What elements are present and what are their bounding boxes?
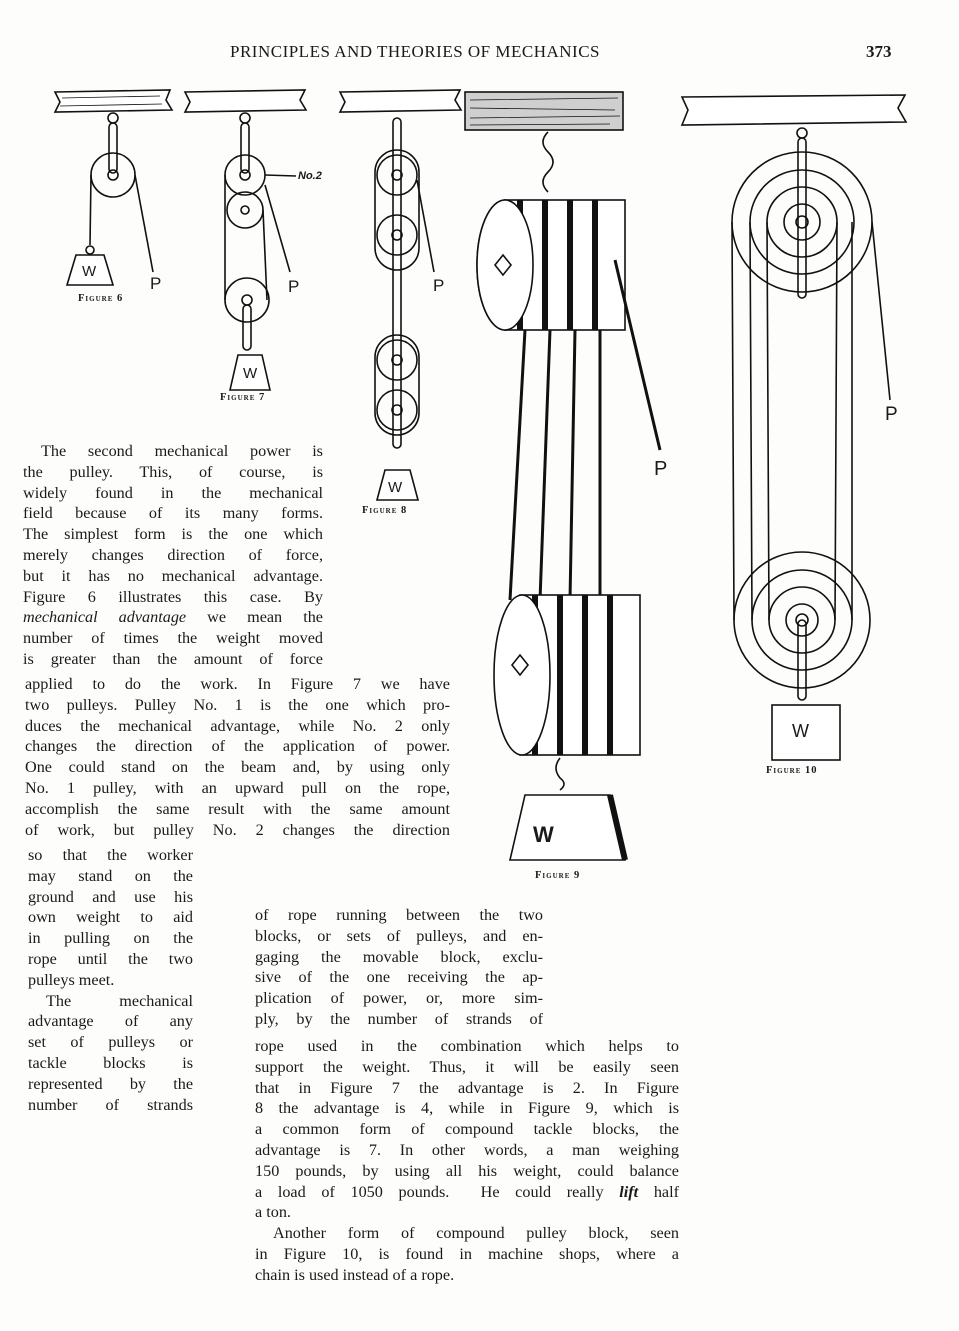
text-line: No. 1 pulley, with an upward pull on the rope, — [25, 778, 450, 797]
text-line: ground and use his — [28, 887, 193, 906]
text-line: One could stand on the beam and, by using only — [25, 758, 450, 777]
figure-9-drawing — [465, 92, 660, 860]
italic-term: lift — [619, 1182, 639, 1201]
text-line: Another form of compound pulley block, seen — [273, 1224, 679, 1243]
text-line: support the weight. Thus, it will be easily seen — [255, 1057, 679, 1076]
text-line: accomplish the same result with the same amount — [25, 799, 450, 818]
figure-6-drawing — [55, 90, 172, 285]
text-line: The mechanical — [46, 991, 193, 1010]
fig8-weight-label: W — [388, 479, 403, 496]
text-line: advantage is 7. In other words, a man weighing — [255, 1140, 679, 1159]
text-line: field because of its many forms. — [23, 504, 323, 523]
text-line: of rope running between the two — [255, 906, 543, 924]
text-line: The simplest form is the one which — [23, 525, 323, 544]
text-line: but it has no mechanical advantage. — [23, 566, 323, 585]
text-line: own weight to aid — [28, 908, 193, 927]
paragraph-left-column — [28, 845, 193, 1115]
text-line: sive of the one receiving the ap- — [255, 968, 543, 987]
figure-10-drawing — [682, 95, 906, 760]
text-line: The second mechanical power is — [41, 442, 323, 460]
text-line: chain is used instead of a rope. — [255, 1265, 455, 1284]
text-line: Figure 6 illustrates this case. By — [23, 587, 323, 606]
fig10-pull-label: P — [885, 404, 898, 425]
text-line: blocks, or sets of pulleys, and en- — [255, 926, 543, 945]
text-line: the pulley. This, of course, is — [23, 462, 323, 481]
text-line: number of times the weight moved — [23, 629, 323, 648]
paragraph-pulley-intro — [23, 441, 323, 670]
fig7-pulley-label: No.2 — [298, 170, 322, 182]
text-line: tackle blocks is — [28, 1053, 193, 1072]
paragraph-strands — [255, 905, 543, 1030]
text-line: so that the worker — [28, 846, 193, 864]
fig6-caption: Figure 6 — [78, 293, 124, 304]
text-line: rope until the two — [28, 949, 193, 968]
figure-7-drawing — [185, 90, 306, 390]
text-line: 8 the advantage is 4, while in Figure 9, which is — [255, 1099, 679, 1118]
text-line: number of strands — [28, 1095, 193, 1114]
page-number: 373 — [866, 42, 892, 61]
text-line: changes the direction of the application of power. — [25, 737, 450, 756]
text-line: a common form of compound tackle blocks, the — [255, 1120, 679, 1139]
text-line: ply, by the number of strands of — [255, 1009, 543, 1028]
fig10-weight-label: W — [792, 721, 809, 741]
text-line: set of pulleys or — [28, 1033, 193, 1052]
text-line: 150 pounds, by using all his weight, could balance — [255, 1161, 679, 1180]
text-line: duces the mechanical advantage, while No. 2 only — [25, 716, 450, 735]
text-line: gaging the movable block, exclu- — [255, 947, 543, 966]
text-line: in Figure 10, is found in machine shops, where a — [255, 1244, 679, 1263]
text-span: a load of 1050 pounds. He could really — [255, 1182, 620, 1201]
text-line: a ton. — [255, 1203, 291, 1222]
italic-term: mechanical advantage — [23, 608, 187, 627]
text-line: may stand on the — [28, 866, 193, 885]
text-line: two pulleys. Pulley No. 1 is the one which pro- — [25, 695, 450, 714]
text-span: half — [638, 1182, 679, 1201]
fig8-pull-label: P — [433, 276, 445, 295]
fig8-caption: Figure 8 — [362, 505, 408, 516]
text-line: is greater than the amount of force — [23, 649, 323, 668]
running-header: PRINCIPLES AND THEORIES OF MECHANICS — [230, 42, 601, 61]
text-line: plication of power, or, more sim- — [255, 989, 543, 1008]
fig7-caption: Figure 7 — [220, 392, 266, 403]
text-line: advantage of any — [28, 1012, 193, 1031]
text-line: widely found in the mechanical — [23, 483, 323, 502]
fig6-weight-label: W — [82, 263, 97, 280]
paragraph-advantage — [255, 1036, 679, 1286]
text-line — [23, 607, 323, 628]
text-line: applied to do the work. In Figure 7 we have — [25, 675, 450, 693]
fig9-weight-label: W — [533, 822, 554, 847]
fig9-pull-label: P — [654, 458, 668, 480]
fig7-pull-label: P — [288, 277, 300, 296]
text-line: merely changes direction of force, — [23, 545, 323, 564]
text-line: of work, but pulley No. 2 changes the direction — [25, 820, 450, 839]
text-line: rope used in the combination which helps to — [255, 1037, 679, 1055]
text-line — [255, 1182, 679, 1203]
text-line: represented by the — [28, 1074, 193, 1093]
fig7-weight-label: W — [243, 365, 258, 382]
text-line: pulleys meet. — [28, 970, 115, 989]
fig6-pull-label: P — [150, 274, 162, 293]
text-line: that in Figure 7 the advantage is 2. In Figure — [255, 1078, 679, 1097]
fig9-caption: Figure 9 — [535, 870, 581, 881]
text-span: we mean the — [186, 608, 323, 627]
fig10-caption: Figure 10 — [766, 765, 818, 776]
text-line: in pulling on the — [28, 929, 193, 948]
paragraph-figure-7 — [25, 674, 450, 840]
